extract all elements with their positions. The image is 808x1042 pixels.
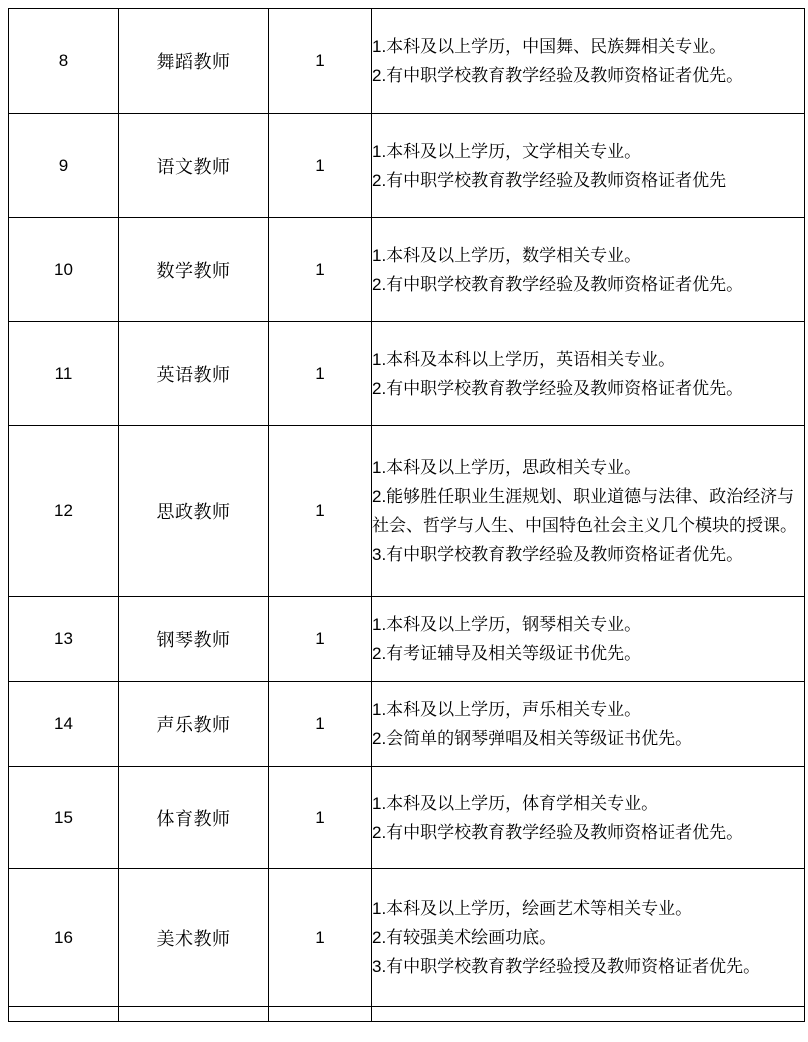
- table-body: [9, 9, 805, 1022]
- cell-requirements: [372, 322, 805, 426]
- table-row: [9, 9, 805, 114]
- requirement-line: 1.本科及以上学历，思政相关专业。: [372, 458, 642, 477]
- requirement-line: 2.会简单的钢琴弹唱及相关等级证书优先。: [372, 729, 693, 748]
- cell-post: 钢琴教师: [119, 597, 269, 682]
- requirement-line: 1.本科及以上学历，文学相关专业。: [372, 141, 642, 161]
- cell-requirements: [372, 597, 805, 682]
- cell-requirements: [372, 218, 805, 322]
- cell-requirements: [372, 767, 805, 869]
- cell-no: 11: [9, 322, 119, 426]
- cell-num: [269, 1007, 372, 1022]
- cell-no: 9: [9, 114, 119, 218]
- requirement-line: 2.有中职学校教育教学经验及教师资格证者优先。: [372, 66, 744, 85]
- cell-num: 1: [269, 597, 372, 682]
- cell-no: 8: [9, 9, 119, 114]
- cell-post: 美术教师: [119, 869, 269, 1007]
- cell-no: 10: [9, 218, 119, 322]
- cell-requirements: [372, 426, 805, 597]
- cell-no: [9, 1007, 119, 1022]
- cell-requirements: [372, 682, 805, 767]
- table-row: [9, 869, 805, 1007]
- requirement-line: 2.有中职学校教育教学经验及教师资格证者优先。: [372, 822, 744, 842]
- cell-requirements: [372, 114, 805, 218]
- cell-requirements: [372, 869, 805, 1007]
- table-row: [9, 426, 805, 597]
- cell-num: 1: [269, 767, 372, 869]
- requirement-line: 2.有考证辅导及相关等级证书优先。: [372, 644, 642, 663]
- cell-post: [119, 1007, 269, 1022]
- requirement-line: 1.本科及以上学历，钢琴相关专业。: [372, 615, 642, 634]
- table-row: [9, 767, 805, 869]
- cell-no: 16: [9, 869, 119, 1007]
- requirement-line: 1.本科及以上学历，数学相关专业。: [372, 245, 642, 265]
- table-row: [9, 114, 805, 218]
- cell-no: 13: [9, 597, 119, 682]
- requirement-line: 1.本科及以上学历，体育学相关专业。: [372, 793, 659, 813]
- table-row-partial: [9, 1007, 805, 1022]
- requirement-line: 1.本科及以上学历，中国舞、民族舞相关专业。: [372, 37, 727, 56]
- cell-post: 英语教师: [119, 322, 269, 426]
- cell-num: 1: [269, 322, 372, 426]
- requirement-line: 2.有较强美术绘画功底。: [372, 928, 557, 947]
- requirement-line: 3.有中职学校教育教学经验及教师资格证者优先。: [372, 545, 744, 564]
- table-row: [9, 682, 805, 767]
- job-requirements-table: [8, 8, 805, 1022]
- cell-no: 15: [9, 767, 119, 869]
- requirement-line: 1.本科及以上学历，绘画艺术等相关专业。: [372, 899, 693, 918]
- cell-post: 语文教师: [119, 114, 269, 218]
- requirement-line: 1.本科及本科以上学历，英语相关专业。: [372, 349, 676, 369]
- requirement-line: 1.本科及以上学历，声乐相关专业。: [372, 700, 642, 719]
- cell-num: 1: [269, 9, 372, 114]
- cell-no: 12: [9, 426, 119, 597]
- cell-post: 声乐教师: [119, 682, 269, 767]
- cell-num: 1: [269, 869, 372, 1007]
- cell-num: 1: [269, 114, 372, 218]
- cell-requirements: [372, 9, 805, 114]
- cell-post: 数学教师: [119, 218, 269, 322]
- requirement-line: 2.有中职学校教育教学经验及教师资格证者优先。: [372, 378, 744, 398]
- table-row: [9, 322, 805, 426]
- cell-post: 思政教师: [119, 426, 269, 597]
- cell-post: 体育教师: [119, 767, 269, 869]
- requirement-line: 2.有中职学校教育教学经验及教师资格证者优先。: [372, 274, 744, 294]
- cell-num: 1: [269, 426, 372, 597]
- table-row: [9, 597, 805, 682]
- requirement-line: 2.能够胜任职业生涯规划、职业道德与法律、政治经济与社会、哲学与人生、中国特色社会主义几个模块的授课。: [372, 487, 797, 535]
- requirement-line: 3.有中职学校教育教学经验授及教师资格证者优先。: [372, 957, 761, 976]
- cell-num: 1: [269, 218, 372, 322]
- table-row: [9, 218, 805, 322]
- cell-no: 14: [9, 682, 119, 767]
- requirement-line: 2.有中职学校教育教学经验及教师资格证者优先: [372, 170, 727, 190]
- cell-requirements: [372, 1007, 805, 1022]
- cell-num: 1: [269, 682, 372, 767]
- cell-post: 舞蹈教师: [119, 9, 269, 114]
